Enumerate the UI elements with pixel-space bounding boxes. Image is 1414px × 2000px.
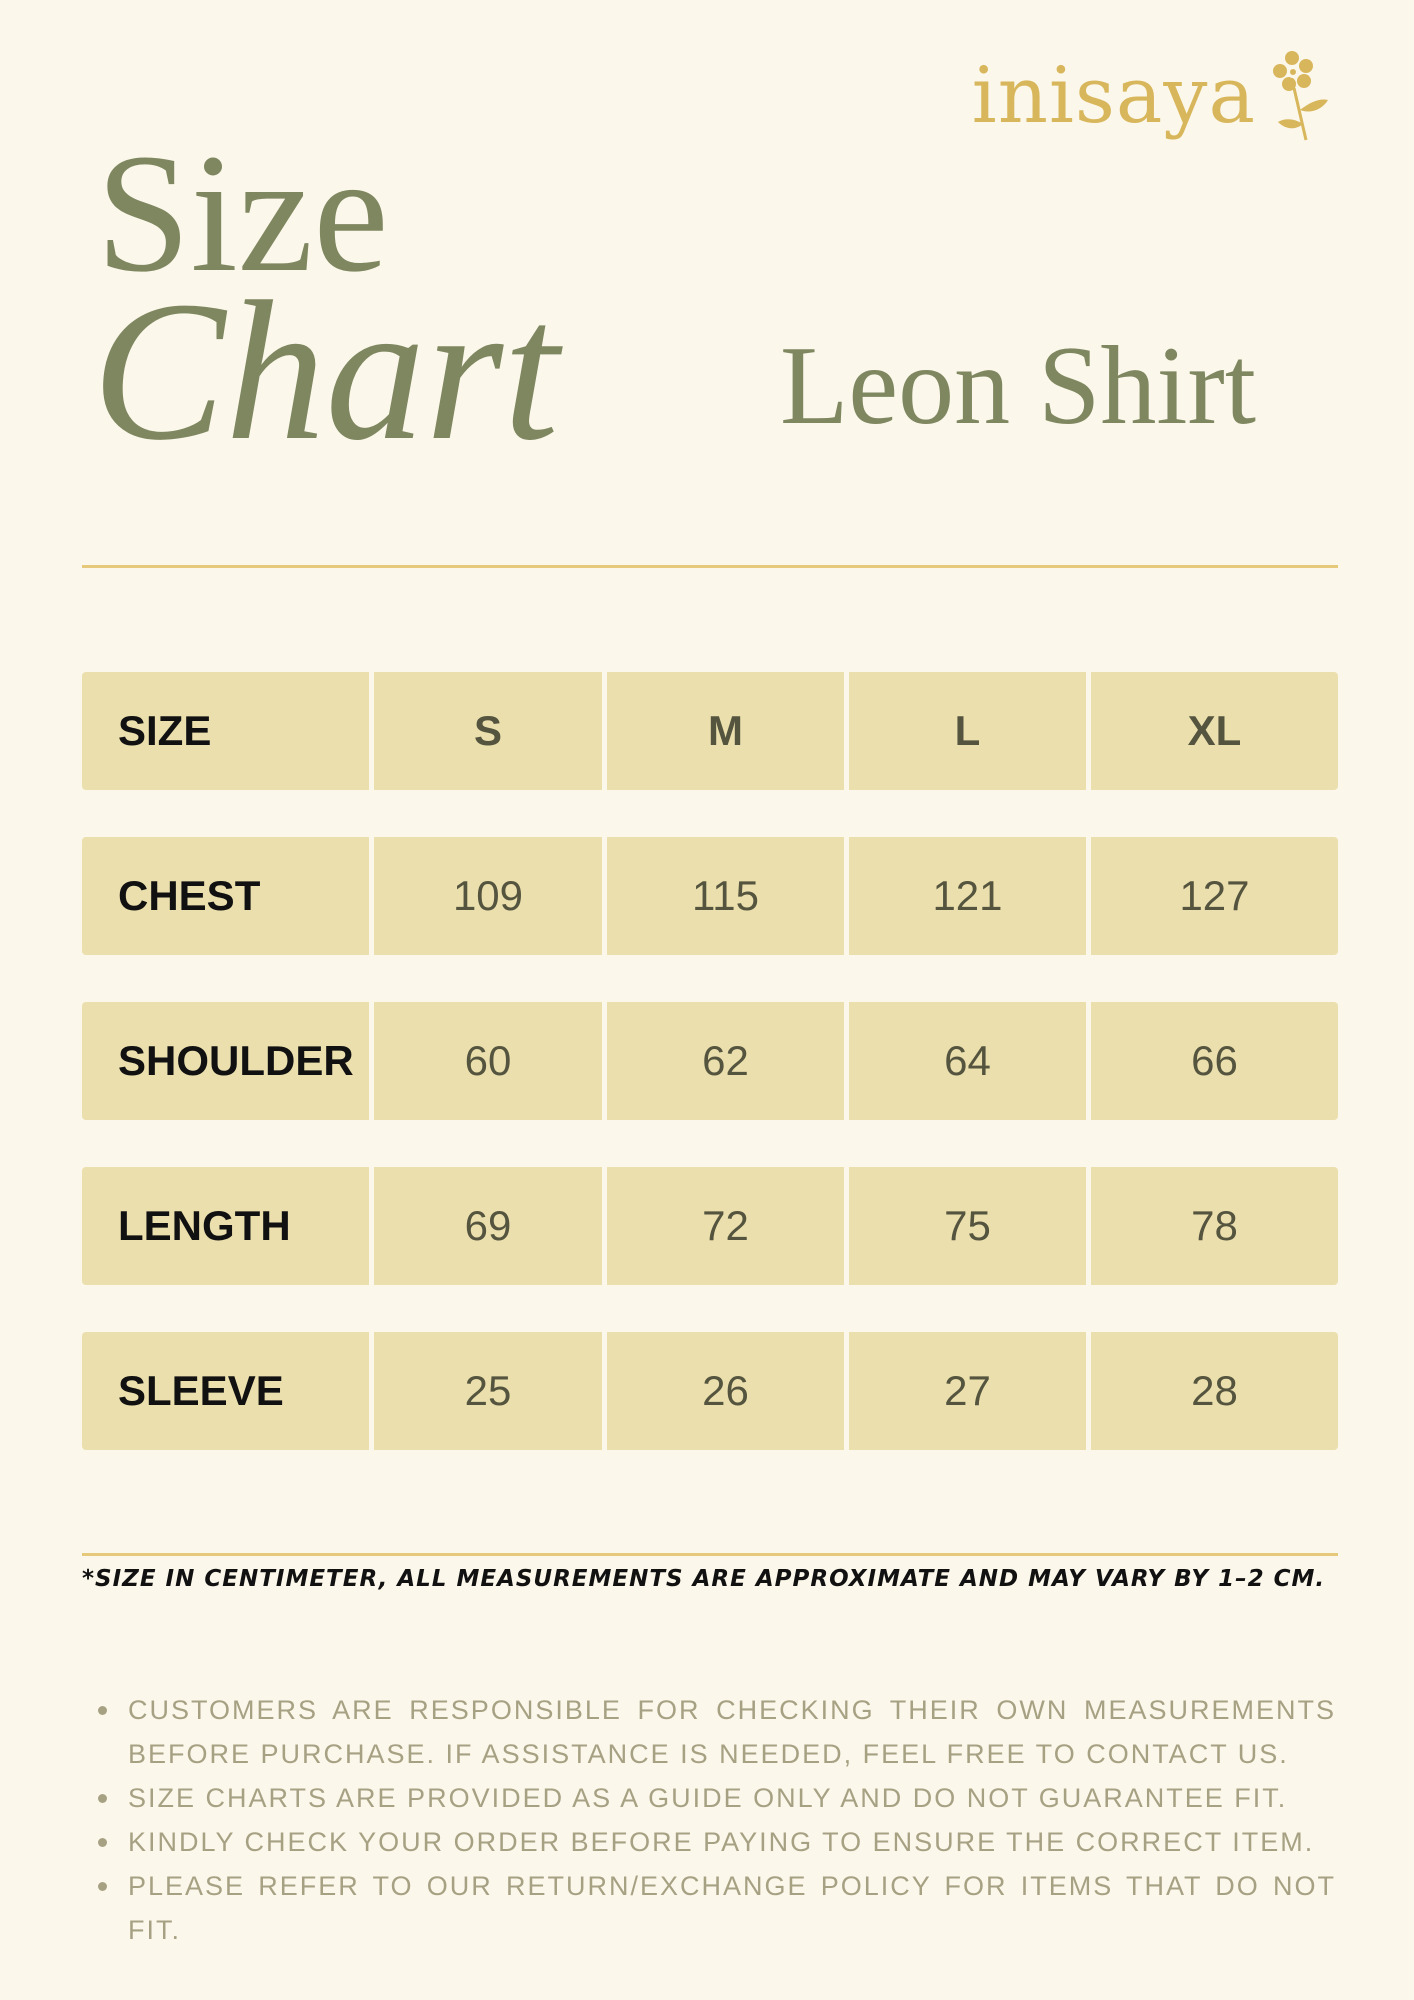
table-cell: 26 [607,1332,849,1450]
table-cell: 78 [1091,1167,1338,1285]
table-cell: 27 [849,1332,1091,1450]
list-item: SIZE CHARTS ARE PROVIDED AS A GUIDE ONLY AND DO NOT GUARANTEE FIT. [96,1776,1336,1820]
table-cell: 69 [374,1167,607,1285]
table-cell: 109 [374,837,607,955]
header-size-m: M [607,672,849,790]
table-cell: 64 [849,1002,1091,1120]
brand-name: inisaya [971,51,1256,141]
bottom-divider [82,1553,1338,1556]
table-cell: 25 [374,1332,607,1450]
row-label: LENGTH [82,1167,374,1285]
header-size-s: S [374,672,607,790]
table-cell: 121 [849,837,1091,955]
header-label: SIZE [82,672,374,790]
list-item: PLEASE REFER TO OUR RETURN/EXCHANGE POLICY FOR ITEMS THAT DO NOT FIT. [96,1864,1336,1952]
table-cell: 66 [1091,1002,1338,1120]
size-table [82,672,1338,1497]
table-cell: 28 [1091,1332,1338,1450]
table-cell: 62 [607,1002,849,1120]
table-row-shoulder [82,1002,1338,1120]
table-cell: 75 [849,1167,1091,1285]
title-size: Size [96,119,389,307]
table-row-chest [82,837,1338,955]
list-item: CUSTOMERS ARE RESPONSIBLE FOR CHECKING THEIR OWN MEASUREMENTS BEFORE PURCHASE. IF ASSISTANCE IS NEEDED, FEEL FREE TO CONTACT US. [96,1688,1336,1776]
brand-logo [972,48,1334,144]
product-name: Leon Shirt [780,324,1256,448]
table-header-row [82,672,1338,790]
table-cell: 72 [607,1167,849,1285]
row-label: CHEST [82,837,374,955]
flower-icon [1264,48,1334,144]
header-size-l: L [849,672,1091,790]
table-cell: 115 [607,837,849,955]
row-label: SHOULDER [82,1002,374,1120]
row-label: SLEEVE [82,1332,374,1450]
measurement-note: *SIZE IN CENTIMETER, ALL MEASUREMENTS ARE APPROXIMATE AND MAY VARY BY 1–2 CM. [82,1566,1326,1592]
policy-list [96,1688,1336,1952]
top-divider [82,565,1338,568]
list-item: KINDLY CHECK YOUR ORDER BEFORE PAYING TO ENSURE THE CORRECT ITEM. [96,1820,1336,1864]
title-chart: Chart [92,261,559,482]
table-row-sleeve [82,1332,1338,1450]
table-cell: 127 [1091,837,1338,955]
table-cell: 60 [374,1002,607,1120]
table-row-length [82,1167,1338,1285]
header-size-xl: XL [1091,672,1338,790]
